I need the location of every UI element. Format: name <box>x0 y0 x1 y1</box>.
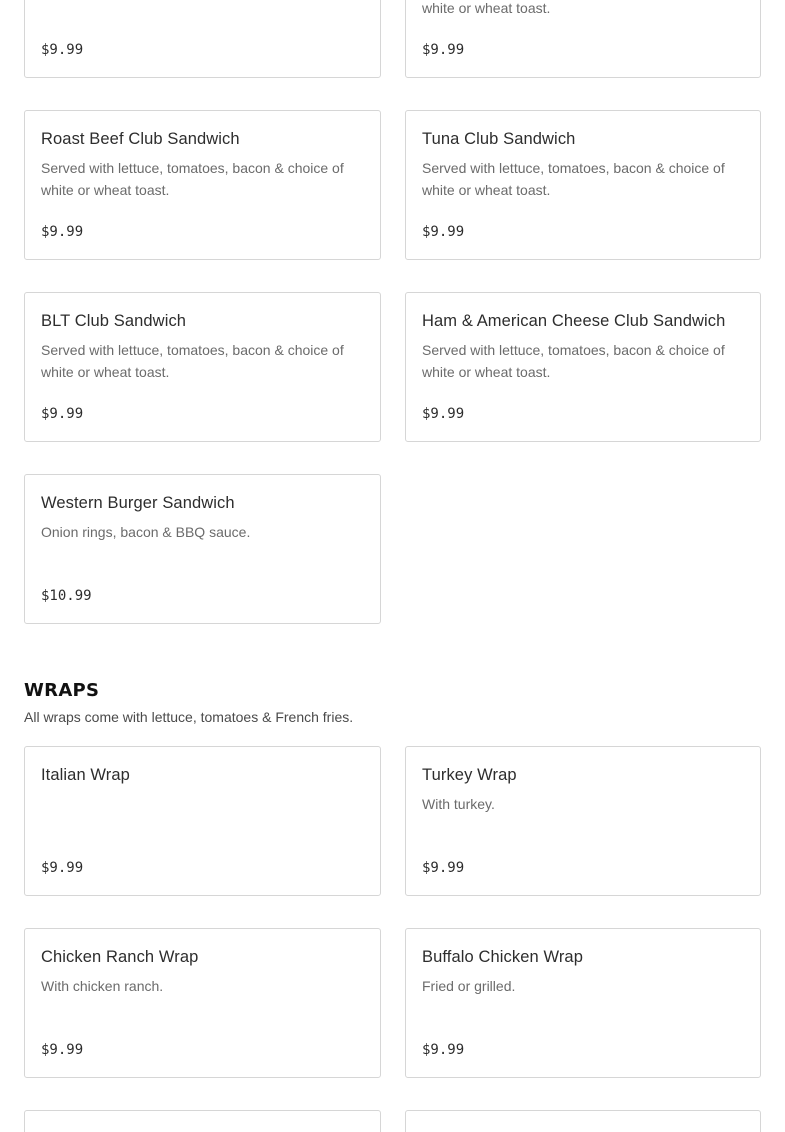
item-name: Western Burger Sandwich <box>41 494 235 512</box>
item-name: Turkey Wrap <box>422 766 517 784</box>
item-description: With chicken ranch. <box>41 978 164 994</box>
item-price: $9.99 <box>422 224 465 240</box>
item-description: Onion rings, bacon & BBQ sauce. <box>41 524 251 540</box>
menu-item-card[interactable] <box>24 1110 381 1132</box>
section-description: All wraps come with lettuce, tomatoes & French fries. <box>24 709 354 725</box>
item-name: Buffalo Chicken Wrap <box>422 948 583 966</box>
item-price: $9.99 <box>422 406 465 422</box>
menu-item-card[interactable] <box>405 1110 761 1132</box>
item-price: $9.99 <box>41 860 84 876</box>
item-description: Served with lettuce, tomatoes, bacon & choice of white or wheat toast. <box>422 342 725 380</box>
menu-item-card[interactable] <box>24 474 381 624</box>
item-price: $9.99 <box>41 42 84 58</box>
menu-item-card[interactable] <box>24 928 381 1078</box>
item-description: Served with lettuce, tomatoes, bacon & choice of white or wheat toast. <box>41 342 344 380</box>
menu-item-card[interactable] <box>405 0 761 78</box>
menu-item-card[interactable] <box>24 110 381 260</box>
item-price: $9.99 <box>41 406 84 422</box>
menu-item-card[interactable] <box>405 110 761 260</box>
item-price: $9.99 <box>422 860 465 876</box>
item-price: $9.99 <box>422 1042 465 1058</box>
menu-item-card[interactable] <box>24 746 381 896</box>
item-description: Fried or grilled. <box>422 978 516 994</box>
menu-item-card[interactable] <box>24 292 381 442</box>
item-description: Served with lettuce, tomatoes, bacon & choice of white or wheat toast. <box>422 160 725 198</box>
item-price: $9.99 <box>41 224 84 240</box>
item-price: $10.99 <box>41 588 92 604</box>
item-name: Chicken Ranch Wrap <box>41 948 199 966</box>
sandwich-grid <box>24 0 761 624</box>
item-price: $9.99 <box>422 42 465 58</box>
menu-item-card[interactable] <box>24 0 381 78</box>
item-name: BLT Club Sandwich <box>41 312 187 330</box>
item-description: Served with lettuce, tomatoes, bacon & choice of white or wheat toast. <box>41 160 344 198</box>
menu-item-card[interactable] <box>405 292 761 442</box>
item-description: With turkey. <box>422 796 495 812</box>
wraps-grid <box>24 746 761 1132</box>
item-description: white or wheat toast. <box>422 0 551 16</box>
menu-item-card[interactable] <box>405 746 761 896</box>
item-name: Tuna Club Sandwich <box>422 130 576 148</box>
item-name: Ham & American Cheese Club Sandwich <box>422 312 726 330</box>
item-name: Roast Beef Club Sandwich <box>41 130 240 148</box>
menu-item-card[interactable] <box>405 928 761 1078</box>
item-name: Italian Wrap <box>41 766 130 784</box>
item-price: $9.99 <box>41 1042 84 1058</box>
section-title-wraps: WRAPS <box>24 680 100 701</box>
